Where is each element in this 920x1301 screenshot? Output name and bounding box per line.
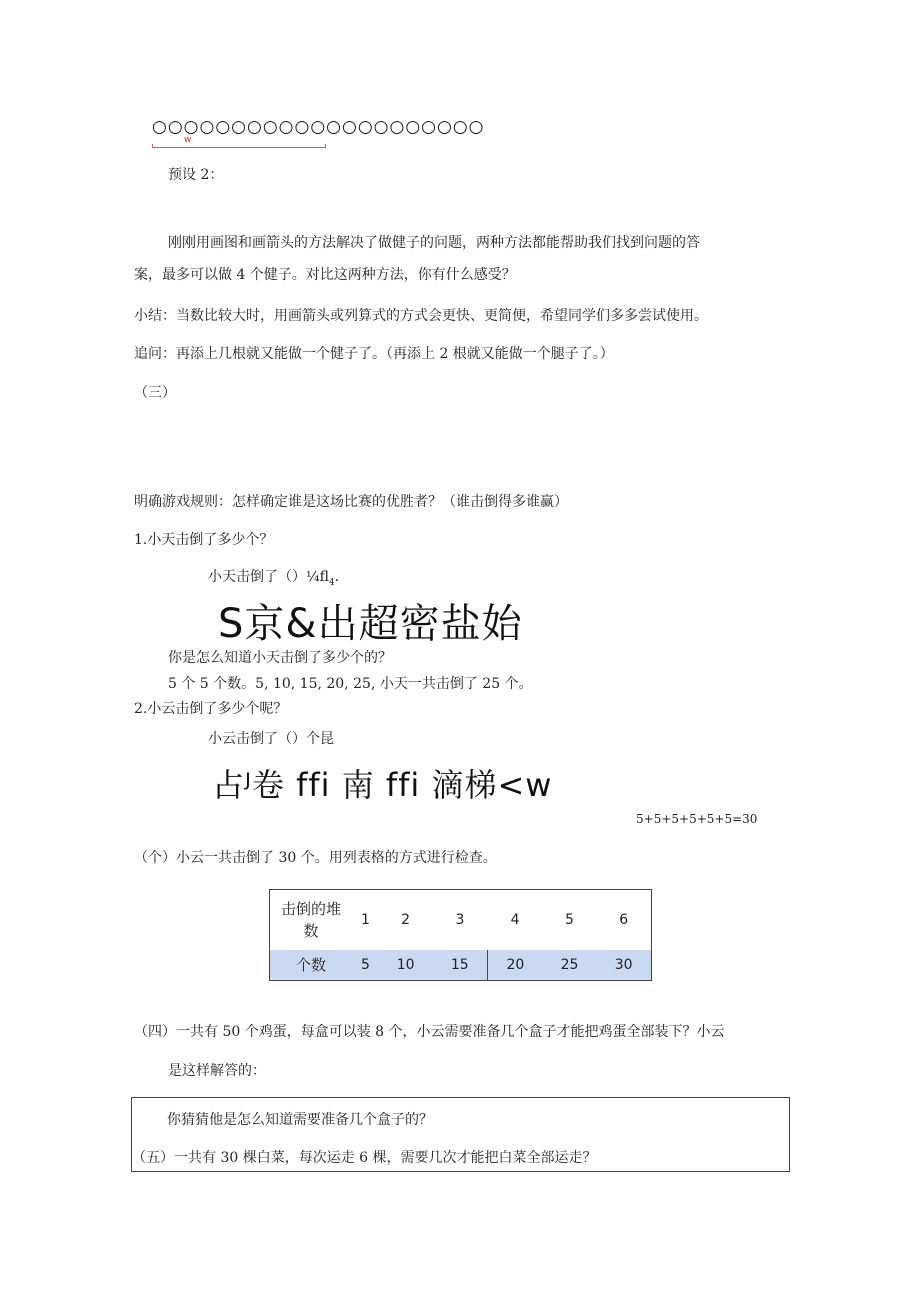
table-header-line: 击倒的堆 [280,899,341,918]
followup-text: 追问：再添上几根就又能做一个健子了。（再添上 2 根就又能做一个腿子了。） [134,346,614,362]
table-cell: 10 [379,950,433,981]
question-1-answer-end: . [334,569,340,585]
table-header-piles [270,890,353,950]
table-cell: 1 [360,911,370,928]
count-table [269,889,652,981]
table-cell: 15 [432,950,487,981]
garbled-figure-text-1: S京&出超密盐始 [218,601,523,647]
question-4-line-1: （四）一共有 50 个鸡蛋，每盒可以装 8 个，小云需要准备几个盒子才能把鸡蛋全部装下？小云 [134,1024,725,1040]
question-1-answer [208,567,339,593]
question-box [131,1097,790,1172]
circles-row: ○○○○○○○○○○○○○○○○○○○○○ [152,117,485,137]
table-cell: 30 [596,950,651,981]
table-header-count: 个数 [270,950,353,981]
table-cell: 20 [488,950,543,981]
paragraph-1-line-2: 案，最多可以做 4 个健子。对比这两种方法，你有什么感受？ [134,267,516,283]
box-line-1: 你猜猜他是怎么知道需要准备几个盒子的？ [167,1112,433,1128]
question-1-calculation: 5 个 5 个数。5, 10, 15, 20, 25, 小天一共击倒了 25 个。 [168,676,533,692]
garbled-figure-text-2: 占ᴶ卷 ffi 南 ffi 滴梯<w [212,766,553,804]
table-cell: 5 [565,911,574,928]
red-mark-letter: w [184,135,192,145]
table-cell: 6 [619,911,629,928]
question-4-line-2: 是这样解答的： [168,1063,266,1079]
question-1-answer-sub: 4 [328,577,335,588]
table-cell: 3 [455,911,465,928]
question-5: （五）一共有 30 棵白菜，每次运走 6 棵，需要几次才能把白菜全部运走？ [132,1150,597,1166]
question-2-answer: 小云击倒了（）个昆 [208,731,334,747]
table-cell: 5 [352,950,379,981]
section-3-heading: （三） [134,385,176,401]
game-rules-text: 明确游戏规则：怎样确定谁是这场比赛的优胜者？（谁击倒得多谁赢） [134,494,568,510]
preset-2-label: 预设 2： [168,167,224,183]
question-1-how: 你是怎么知道小天击倒了多少个的？ [168,650,392,666]
table-cell: 4 [510,911,520,928]
equation-text: 5+5+5+5+5+5=30 [636,812,758,826]
table-cell: 2 [401,911,411,928]
question-1: 1.小天击倒了多少个？ [134,532,274,548]
table-cell: 25 [543,950,597,981]
summary-text: 小结：当数比较大时，用画箭头或列算式的方式会更快、更简便，希望同学们多多尝试使用。 [134,308,708,324]
table-row [270,890,652,950]
paragraph-1-line-1: 刚刚用画图和画箭头的方法解决了做健子的问题，两种方法都能帮助我们找到问题的答 [168,235,700,251]
table-row [270,950,652,981]
table-header-line: 数 [303,921,319,940]
red-underline-mark [152,144,326,148]
question-1-answer-main: 小天击倒了（）¼fl [208,569,329,585]
question-2: 2.小云击倒了多少个呢？ [134,701,288,717]
question-2-check: （个）小云一共击倒了 30 个。用列表格的方式进行检查。 [134,850,497,866]
